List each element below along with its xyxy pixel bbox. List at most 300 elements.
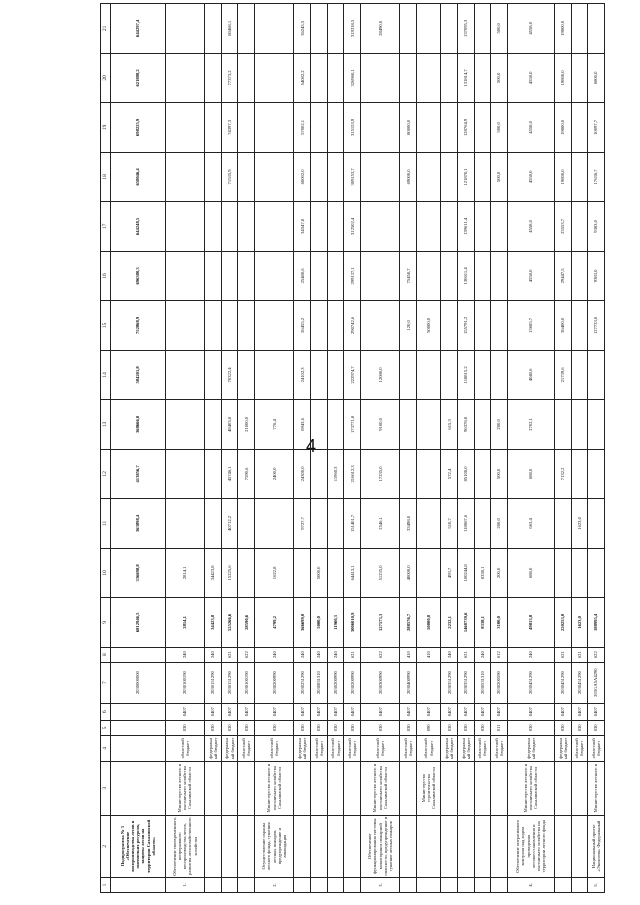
value-cell: 644297,4 — [111, 4, 166, 54]
table-row — [344, 4, 361, 893]
value-cell: 127573,3 — [360, 598, 399, 648]
cell-c5: 030 — [205, 720, 222, 735]
value-cell: 155791,2 — [457, 301, 474, 351]
cell-c7: 2030100190 — [165, 662, 204, 703]
cell-c3: Министерство лесного и охотничьего хозяйства Сахалинской области — [254, 761, 293, 815]
cell-c6: 0407 — [327, 703, 344, 720]
value-cell: 80000,0 — [400, 103, 417, 153]
value-cell — [491, 251, 508, 301]
value-cell: 77373,2 — [221, 53, 238, 103]
cell-c3 — [554, 761, 571, 815]
value-cell: 26455,2 — [294, 301, 311, 351]
cell-c2: Обеспечение своевременного, непрерывного воспроизводства лесов, развития лесохозяйственного хозяйства — [165, 815, 204, 877]
cell-c6: 0407 — [238, 703, 255, 720]
cell-c2 — [417, 815, 441, 877]
value-cell — [474, 400, 491, 450]
cell-c2 — [205, 815, 222, 877]
column-number-cell: 4 — [101, 735, 111, 761]
value-cell — [588, 400, 605, 450]
table-row — [238, 4, 255, 893]
value-cell — [588, 4, 605, 54]
value-cell — [165, 499, 204, 549]
cell-c4: областной бюджет — [238, 735, 255, 761]
cell-c8: 621 — [221, 647, 238, 662]
column-number-cell: 3 — [101, 761, 111, 815]
cell-c7: 2030451290 — [571, 662, 588, 703]
cell-c4: областной бюджет — [571, 735, 588, 761]
value-cell: 5000,0 — [311, 598, 328, 648]
value-cell: 776,4 — [254, 400, 293, 450]
cell-c6: 0407 — [571, 703, 588, 720]
value-cell: 19800,0 — [554, 152, 571, 202]
cell-c7: 2030100190 — [238, 662, 255, 703]
column-number-cell: 18 — [101, 152, 111, 202]
cell-c5: 030 — [507, 720, 554, 735]
value-cell: 4558,0 — [507, 4, 554, 54]
value-cell — [571, 4, 588, 54]
cell-c2: Национальный проект «Экология» Федеральный — [588, 815, 605, 877]
cell-c8: 240 — [507, 647, 554, 662]
table-row — [311, 4, 328, 893]
cell-c1 — [417, 877, 441, 892]
value-cell — [327, 4, 344, 54]
value-cell: 8338,1 — [474, 598, 491, 648]
cell-c2 — [400, 815, 417, 877]
table-row — [457, 4, 474, 893]
value-cell: 752868,9 — [111, 301, 166, 351]
cell-c1 — [311, 877, 328, 892]
value-cell — [327, 499, 344, 549]
cell-c7: 2030151290 — [205, 662, 222, 703]
value-cell — [254, 202, 293, 252]
value-cell: 36400,0 — [554, 301, 571, 351]
cell-c4: федеральный бюджет — [294, 735, 311, 761]
cell-c5: 030 — [474, 720, 491, 735]
cell-c1 — [238, 877, 255, 892]
value-cell: 19800,0 — [554, 4, 571, 54]
column-number-cell: 20 — [101, 53, 111, 103]
value-cell — [441, 53, 458, 103]
cell-c6: 0407 — [254, 703, 293, 720]
cell-c2 — [491, 815, 508, 877]
value-cell — [254, 53, 293, 103]
value-cell — [474, 202, 491, 252]
value-cell — [327, 400, 344, 450]
value-cell: 40000,0 — [400, 548, 417, 598]
cell-c6: 0407 — [507, 703, 554, 720]
cell-c4 — [111, 735, 166, 761]
cell-c7 — [417, 662, 441, 703]
value-cell: 658046,4 — [111, 152, 166, 202]
value-cell — [491, 350, 508, 400]
value-cell: 500,0 — [491, 53, 508, 103]
cell-c5: 030 — [311, 720, 328, 735]
cell-c5: 030 — [400, 720, 417, 735]
cell-c7: 2030451290 — [554, 662, 571, 703]
cell-c5: 030 — [588, 720, 605, 735]
value-cell: 25480,6 — [294, 251, 311, 301]
value-cell: 12080,0 — [360, 350, 399, 400]
value-cell — [205, 152, 222, 202]
cell-c6: 0407 — [205, 703, 222, 720]
value-cell: 75450,7 — [400, 251, 417, 301]
cell-c8: 621 — [571, 647, 588, 662]
value-cell: 23553,7 — [554, 202, 571, 252]
value-cell — [474, 53, 491, 103]
cell-c6: 0407 — [165, 703, 204, 720]
value-cell: 17636,7 — [588, 152, 605, 202]
value-cell: 644248,5 — [111, 202, 166, 252]
cell-c5: 090 — [417, 720, 441, 735]
column-number-row — [101, 4, 111, 893]
cell-c1 — [111, 877, 166, 892]
table-row — [554, 4, 571, 893]
value-cell — [205, 499, 222, 549]
value-cell — [571, 251, 588, 301]
value-cell — [474, 152, 491, 202]
value-cell — [571, 400, 588, 450]
value-cell — [417, 202, 441, 252]
value-cell — [417, 449, 441, 499]
value-cell: 525266,6 — [221, 598, 238, 648]
column-number-cell: 21 — [101, 4, 111, 54]
value-cell: 500,0 — [491, 152, 508, 202]
column-number-cell: 10 — [101, 548, 111, 598]
cell-c6: 0407 — [360, 703, 399, 720]
cell-c1 — [205, 877, 222, 892]
value-cell: 368666,0 — [111, 400, 166, 450]
cell-c7: 2030200990 — [327, 662, 344, 703]
cell-c3 — [294, 761, 311, 815]
cell-c1: 4. — [507, 877, 554, 892]
cell-c7: 2030151290 — [221, 662, 238, 703]
cell-c7: 2030200590 — [491, 662, 508, 703]
cell-c3 — [400, 761, 417, 815]
cell-c6: 0407 — [588, 703, 605, 720]
cell-c7: 2030451290 — [507, 662, 554, 703]
value-cell: 222974,7 — [344, 350, 361, 400]
value-cell — [400, 400, 417, 450]
cell-c1: 3. — [360, 877, 399, 892]
value-cell: 6800,0 — [588, 53, 605, 103]
cell-c7: 203GA5A4290 — [588, 662, 605, 703]
value-cell: 45746,1 — [221, 449, 238, 499]
value-cell: 60002,0 — [294, 152, 311, 202]
cell-c1 — [327, 877, 344, 892]
value-cell: 493,7 — [441, 548, 458, 598]
cell-c8: 240 — [205, 647, 222, 662]
value-cell: 1623,0 — [571, 499, 588, 549]
cell-c1 — [294, 877, 311, 892]
table-row — [400, 4, 417, 893]
cell-c7: 2030351290 — [441, 662, 458, 703]
value-cell — [205, 350, 222, 400]
cell-c4: областной бюджет — [344, 735, 361, 761]
value-cell: 366699,0 — [294, 598, 311, 648]
cell-c3: Министерство строительства Сахалинской области — [417, 761, 441, 815]
value-cell: 29447,5 — [554, 251, 571, 301]
value-cell: 28590,6 — [238, 598, 255, 648]
cell-c5: 011 — [491, 720, 508, 735]
cell-c1 — [400, 877, 417, 892]
cell-c8: 612 — [491, 647, 508, 662]
value-cell — [571, 301, 588, 351]
value-cell — [554, 499, 571, 549]
value-cell: 315153,9 — [344, 103, 361, 153]
cell-c6: 0407 — [400, 703, 417, 720]
cell-c2: Подпрограмма № 3 «Обеспечение воспроизводства лесов и охотничьих ресурсов, защиты лесов на территории Сахалинской области» — [111, 815, 166, 877]
value-cell — [360, 152, 399, 202]
value-cell: 33498,0 — [400, 499, 417, 549]
column-number-cell: 13 — [101, 400, 111, 450]
table-row — [491, 4, 508, 893]
value-cell — [571, 202, 588, 252]
value-cell: 326960,1 — [344, 53, 361, 103]
cell-c7: 2030000000 — [111, 662, 166, 703]
cell-c2 — [441, 815, 458, 877]
cell-c3 — [327, 761, 344, 815]
value-cell: 309153,7 — [344, 152, 361, 202]
value-cell — [571, 350, 588, 400]
cell-c4: федеральный бюджет — [507, 735, 554, 761]
value-cell: 220253,0 — [554, 598, 571, 648]
value-cell: 121870,1 — [457, 152, 474, 202]
value-cell: 21739,6 — [554, 350, 571, 400]
cell-c3 — [441, 761, 458, 815]
cell-c1 — [554, 877, 571, 892]
value-cell — [311, 400, 328, 450]
value-cell: 71535,9 — [221, 152, 238, 202]
cell-c7: 2030831310 — [311, 662, 328, 703]
cell-c5: 030 — [344, 720, 361, 735]
value-cell: 80468,1 — [221, 4, 238, 54]
value-cell — [400, 350, 417, 400]
value-cell: 34347,8 — [294, 202, 311, 252]
value-cell: 4558,0 — [507, 251, 554, 301]
value-cell: 572,4 — [441, 449, 458, 499]
value-cell — [417, 400, 441, 450]
value-cell: 17235,0 — [360, 449, 399, 499]
value-cell: 34423,8 — [205, 598, 222, 648]
value-cell — [474, 4, 491, 54]
cell-c8: 621 — [554, 647, 571, 662]
value-cell: 216612,3 — [344, 449, 361, 499]
value-cell: 48403,8 — [221, 400, 238, 450]
value-cell — [327, 152, 344, 202]
cell-c6: 0407 — [311, 703, 328, 720]
value-cell: 51235,0 — [360, 548, 399, 598]
cell-c3: Министерство лесного и — [588, 761, 605, 815]
column-number-cell: 14 — [101, 350, 111, 400]
value-cell: 127733,0 — [588, 301, 605, 351]
value-cell — [165, 301, 204, 351]
value-cell — [165, 449, 204, 499]
value-cell — [165, 400, 204, 450]
cell-c7: 2030200990 — [344, 662, 361, 703]
value-cell: 10097,7 — [588, 103, 605, 153]
value-cell — [441, 301, 458, 351]
value-cell: 299137,1 — [344, 251, 361, 301]
table-row — [254, 4, 293, 893]
value-cell: 5000,0 — [311, 548, 328, 598]
table-row — [327, 4, 344, 893]
value-cell — [311, 152, 328, 202]
value-cell — [554, 548, 571, 598]
cell-c1 — [571, 877, 588, 892]
value-cell: 28490,0 — [360, 4, 399, 54]
value-cell — [205, 251, 222, 301]
value-cell — [400, 202, 417, 252]
value-cell — [238, 301, 255, 351]
table-row — [294, 4, 311, 893]
cell-c3 — [221, 761, 238, 815]
value-cell: 11960,3 — [327, 598, 344, 648]
value-cell: 9383,0 — [588, 202, 605, 252]
value-cell: 24300,0 — [294, 449, 311, 499]
value-cell — [254, 499, 293, 549]
column-number-cell: 5 — [101, 720, 111, 735]
cell-c6: 0407 — [417, 703, 441, 720]
value-cell — [474, 103, 491, 153]
cell-c1 — [344, 877, 361, 892]
cell-c4: областной бюджет — [327, 735, 344, 761]
value-cell — [205, 4, 222, 54]
cell-c2: Обеспечение оперативного контроля над ходом проведения лесовосстановления и охотничьего хозяйства на территории лесного фонда — [507, 815, 554, 877]
value-cell: 50000,0 — [417, 301, 441, 351]
value-cell — [417, 4, 441, 54]
value-cell — [571, 103, 588, 153]
value-cell: 9100,0 — [360, 400, 399, 450]
cell-c4: областной бюджет — [417, 735, 441, 761]
value-cell: 200,0 — [491, 400, 508, 450]
cell-c3: Министерство лесного и охотничьего хозяйства Сахалинской области — [360, 761, 399, 815]
value-cell — [327, 53, 344, 103]
value-cell — [474, 449, 491, 499]
value-cell — [474, 301, 491, 351]
value-cell — [571, 53, 588, 103]
value-cell: 4558,0 — [507, 53, 554, 103]
value-cell — [205, 202, 222, 252]
cell-c8 — [111, 647, 166, 662]
value-cell: 100244,8 — [457, 548, 474, 598]
value-cell — [165, 202, 204, 252]
value-cell — [254, 301, 293, 351]
value-cell — [311, 4, 328, 54]
value-cell — [238, 53, 255, 103]
cell-c7: 2030531310 — [474, 662, 491, 703]
column-number-cell: 2 — [101, 815, 111, 877]
value-cell: 130611,4 — [457, 251, 474, 301]
column-number-cell: 7 — [101, 662, 111, 703]
cell-c3 — [238, 761, 255, 815]
cell-c5: 030 — [457, 720, 474, 735]
value-cell — [588, 499, 605, 549]
value-cell — [474, 499, 491, 549]
cell-c2 — [294, 815, 311, 877]
value-cell: 584201,8 — [111, 350, 166, 400]
value-cell — [311, 103, 328, 153]
value-cell — [588, 350, 605, 400]
value-cell: 34423,8 — [205, 548, 222, 598]
cell-c8: 240 — [441, 647, 458, 662]
cell-c1 — [457, 877, 474, 892]
cell-c6: 0407 — [491, 703, 508, 720]
value-cell — [327, 548, 344, 598]
cell-c8: 240 — [327, 647, 344, 662]
value-cell — [571, 152, 588, 202]
value-cell — [474, 251, 491, 301]
cell-c6: 0407 — [474, 703, 491, 720]
cell-c8: 622 — [360, 647, 399, 662]
value-cell: 118815,2 — [457, 350, 474, 400]
cell-c5: 030 — [360, 720, 399, 735]
value-cell — [327, 103, 344, 153]
column-number-cell: 8 — [101, 647, 111, 662]
table-row — [221, 4, 238, 893]
value-cell — [238, 4, 255, 54]
cell-c4: областной бюджет — [474, 735, 491, 761]
cell-c3 — [474, 761, 491, 815]
value-cell: 96378,8 — [457, 400, 474, 450]
column-number-cell: 6 — [101, 703, 111, 720]
cell-c1 — [441, 877, 458, 892]
value-cell: 4799,2 — [254, 598, 293, 648]
value-cell: 336698,8 — [111, 548, 166, 598]
value-cell: 139611,4 — [457, 202, 474, 252]
value-cell — [441, 152, 458, 202]
value-cell — [254, 251, 293, 301]
cell-c1 — [491, 877, 508, 892]
value-cell — [441, 103, 458, 153]
cell-c2 — [311, 815, 328, 877]
value-cell — [417, 53, 441, 103]
table-row — [417, 4, 441, 893]
value-cell — [238, 350, 255, 400]
value-cell — [417, 548, 441, 598]
cell-c4: федеральный бюджет — [457, 735, 474, 761]
value-cell — [311, 202, 328, 252]
value-cell — [554, 400, 571, 450]
column-number-cell: 19 — [101, 103, 111, 153]
table-row — [205, 4, 222, 893]
value-cell: 9727,7 — [294, 499, 311, 549]
value-cell: 2232,1 — [441, 598, 458, 648]
value-cell — [360, 202, 399, 252]
column-number-cell: 1 — [101, 877, 111, 892]
table-row — [441, 4, 458, 893]
cell-c8: 240 — [165, 647, 204, 662]
value-cell — [238, 103, 255, 153]
value-cell: 621888,2 — [111, 53, 166, 103]
cell-c2 — [221, 815, 238, 877]
value-cell — [588, 449, 605, 499]
value-cell — [165, 4, 204, 54]
value-cell: 3100,0 — [491, 598, 508, 648]
value-cell: 13685,7 — [507, 301, 554, 351]
value-cell: 85100,0 — [457, 449, 474, 499]
cell-c4: областной бюджет — [491, 735, 508, 761]
cell-c3 — [491, 761, 508, 815]
cell-c8: 410 — [400, 647, 417, 662]
value-cell: 698225,9 — [111, 103, 166, 153]
value-cell: 1622,8 — [254, 548, 293, 598]
value-cell: 24102,3 — [294, 350, 311, 400]
value-cell: 21000,0 — [238, 400, 255, 450]
value-cell: 200,0 — [491, 499, 508, 549]
cell-c8: 240 — [294, 647, 311, 662]
value-cell — [311, 499, 328, 549]
cell-c3: Министерство лесного и охотничьего хозяйства Сахалинской области — [165, 761, 204, 815]
